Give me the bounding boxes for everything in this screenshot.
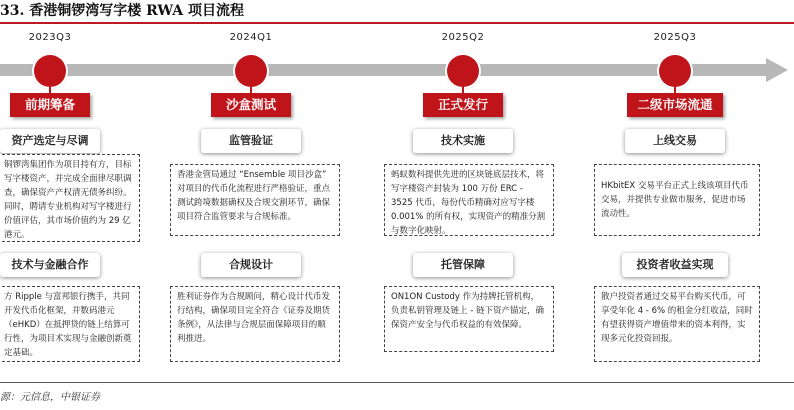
step-label: 技术实施 [413,129,513,153]
timeline-arrowhead [766,58,788,82]
step-label: 资产选定与尽调 [0,129,100,153]
figure-title: 33. 香港铜锣湾写字楼 RWA 项目流程 [0,3,244,19]
step-label: 合规设计 [201,253,301,277]
stage-phase-label: 前期筹备 [10,93,90,117]
footer-divider [0,382,794,383]
step-description: 胜利证券作为合规顾问，精心设计代币发行结构，确保项目完全符合《证券及期货条例》，从法律与合规层面保障项目的顺利推进。 [170,286,340,362]
step-description: HKbitEX 交易平台正式上线该项目代币交易，并提供专业做市服务，促进市场流动性。 [594,164,760,236]
source-note: 源：元信息，中银证券 [0,392,100,403]
stage-date: 2025Q3 [653,32,697,43]
step-description: 香港金管局通过 “Ensemble 项目沙盒” 对项目的代币化流程进行严格验证，重点测试跨境数据确权及合规交割环节，确保项目符合监管要求与合规标准。 [170,164,340,236]
stage-date: 2024Q1 [229,32,273,43]
step-label: 投资者收益实现 [622,253,728,277]
milestone-dot [447,55,479,87]
milestone-dot [659,55,691,87]
step-description: ON1ON Custody 作为持牌托管机构，负责私钥管理及链上 - 链下资产锚定，确保资产安全与代币权益的有效保障。 [384,286,554,352]
milestone-dot [34,55,66,87]
step-description: 方 Ripple 与富邦银行携手，共同开发代币化框架，并数码港元（eHKD）在抵押贷的链上结算可行性，为项目术实现与金融创新奠定基础。 [0,286,140,362]
step-label: 技术与金融合作 [0,253,100,277]
stage-phase-label: 二级市场流通 [627,93,723,117]
stage-date: 2023Q3 [28,32,72,43]
step-description: 铜锣湾集团作为项目持有方，目标写字楼资产，并完成全面律尽职调查，确保资产产权清无债务纠纷。同时，聘请专业机构对写字楼进行价值评估，其市场价值约为 29 亿港元。 [0,154,140,242]
step-description: 蚂蚁数科提供先进的区块链底层技术，将写字楼资产封装为 100 万份 ERC - 3525 代币，每份代币精确对应写字楼 0.001% 的所有权，实现资产的精准分割与数字化映射。 [384,164,554,236]
stage-phase-label: 正式发行 [423,93,503,117]
stage-date: 2025Q2 [441,32,485,43]
step-label: 监管验证 [201,129,301,153]
stage-phase-label: 沙盒测试 [211,93,291,117]
step-label: 上线交易 [625,129,725,153]
step-label: 托管保障 [413,253,513,277]
milestone-dot [235,55,267,87]
step-description: 散户投资者通过交易平台购买代币，可享受年化 4 - 6% 的租金分红收益，同时有望获得资产增值带来的资本利得，实现多元化投资回报。 [594,286,760,362]
